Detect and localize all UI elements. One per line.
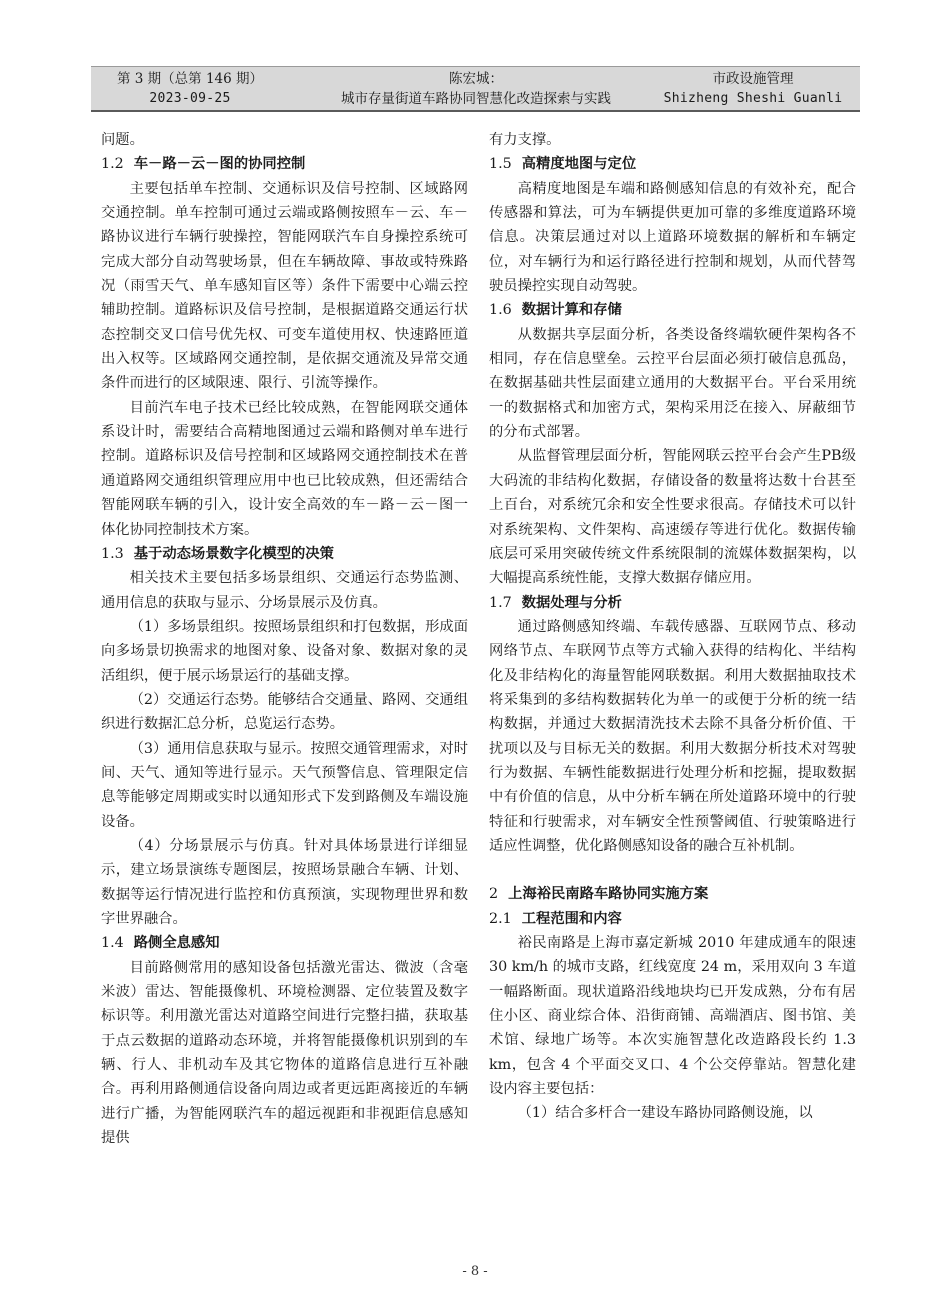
- header-article-block: [296, 69, 656, 109]
- header-journal-pinyin: Shizheng Sheshi Guanli: [663, 91, 843, 106]
- paragraph: 相关技术主要包括多场景组织、交通运行态势监测、通用信息的获取与显示、分场景展示及仿真。: [101, 570, 468, 611]
- paragraph: 目前路侧常用的感知设备包括激光雷达、微波（含毫米波）雷达、智能摄像机、环境检测器、定位装置及数字标识等。利用激光雷达对道路空间进行完整扫描，获取基于点云数据的道路动态环境，并将智能摄像机识别到的车辆、行人、非机动车及其它物体的道路信息进行互补融合。再利用路侧通信设备向周边或者更远距离接近的车辆进行广播，为智能网联汽车的超远视距和非视距信息感知提供: [101, 959, 468, 1147]
- paragraph: 裕民南路是上海市嘉定新城 2010 年建成通车的限速 30 km/h 的城市支路，红线宽度 24 m，采用双向 3 车道一幅路断面。现状道路沿线地块均已开发成熟，分布有居住小区、商业综合体、沿街商铺、高端酒店、图书馆、美术馆、绿地广场等。本次实施智慧化改造路段长约 1.3 km，包含 4 个平面交叉口、4 个公交停靠站。智慧化建设内容主要包括：: [489, 935, 856, 1098]
- section-number: 1.3: [101, 545, 124, 562]
- section-heading-1-5: [489, 152, 856, 176]
- page-number: - 8 -: [462, 1264, 488, 1279]
- header-date: 2023-09-25: [149, 91, 231, 106]
- header-issue: 第 3 期（总第 146 期）: [116, 71, 264, 87]
- section-heading-1-4: [101, 931, 468, 955]
- section-number: 1.4: [101, 935, 124, 952]
- section-title: 数据计算和存储: [521, 302, 622, 319]
- section-number: 2: [489, 886, 499, 903]
- paragraph: （1）多场景组织。按照场景组织和打包数据，形成面向多场景切换需求的地图对象、设备对象、数据对象的灵活组织，便于展示场景运行的基础支撑。: [101, 618, 468, 684]
- paragraph: 有力支撑。: [489, 132, 561, 148]
- header-journal-block: [646, 69, 860, 109]
- paragraph: （1）结合多杆合一建设车路协同路侧设施，以: [517, 1105, 813, 1122]
- section-number: 1.5: [489, 156, 512, 173]
- header-author: 陈宏城：: [449, 71, 503, 87]
- section-title: 车－路－云－图的协同控制: [133, 156, 306, 173]
- section-number: 2.1: [489, 910, 512, 927]
- section-heading-1-2: [101, 152, 468, 176]
- header-issue-block: [105, 69, 275, 109]
- section-heading-2-1: [489, 907, 856, 931]
- paragraph: 目前汽车电子技术已经比较成熟，在智能网联交通体系设计时，需要结合高精地图通过云端和路侧对单车进行控制。道路标识及信号控制和区域路网交通控制技术在普通道路网交通组织管理应用中也已比较成熟，但还需结合智能网联车辆的引入，设计安全高效的车－路－云－图一体化协同控制技术方案。: [101, 399, 468, 538]
- paragraph: 通过路侧感知终端、车载传感器、互联网节点、移动网络节点、车联网节点等方式输入获得的结构化、半结构化及非结构化的海量智能网联数据。利用大数据抽取技术将采集到的多结构数据转化为单一的或便于分析的统一结构数据，并通过大数据清洗技术去除不具备分析价值、干扰项以及与目标无关的数据。利用大数据分析技术对驾驶行为数据、车辆性能数据进行处理分析和挖掘，提取数据中有价值的信息，从中分析车辆在所处道路环境中的行驶特征和行驶需求，对车辆安全性预警阈值、行驶策略进行适应性调整，优化路侧感知设备的融合互补机制。: [489, 618, 856, 854]
- paragraph: 问题。: [101, 132, 144, 148]
- section-number: 1.6: [489, 302, 512, 319]
- section-number: 1.7: [489, 594, 512, 611]
- header-article-title: 城市存量街道车路协同智慧化改造探索与实践: [341, 91, 611, 107]
- paragraph: （2）交通运行态势。能够结合交通量、路网、交通组织进行数据汇总分析，总览运行态势。: [101, 691, 468, 733]
- section-title: 数据处理与分析: [521, 594, 622, 611]
- paragraph: 主要包括单车控制、交通标识及信号控制、区域路网交通控制。单车控制可通过云端或路侧按照车－云、车－路协议进行车辆行驶操控，智能网联汽车自身操控系统可完成大部分自动驾驶场景，但在车辆故障、事故或特殊路况（雨雪天气、单车感知盲区等）条件下需要中心端云控辅助控制。道路标识及信号控制，是根据道路交通运行状态控制交叉口信号优先权、可变车道使用权、快速路匝道出入权等。区域路网交通控制，是依据交通流及异常交通条件而进行的区域限速、限行、引流等操作。: [101, 180, 468, 392]
- running-header: [91, 66, 860, 112]
- paragraph: 从数据共享层面分析，各类设备终端软硬件架构各不相同，存在信息壁垒。云控平台层面必须打破信息孤岛，在数据基础共性层面建立通用的大数据平台。平台采用统一的数据格式和加密方式，架构采用泛在接入、屏蔽细节的分布式部署。: [489, 326, 856, 441]
- section-title: 工程范围和内容: [521, 910, 622, 927]
- right-column: [489, 128, 856, 1126]
- section-heading-1-6: [489, 298, 856, 322]
- section-title: 上海裕民南路车路协同实施方案: [508, 886, 709, 903]
- section-title: 路侧全息感知: [133, 935, 220, 952]
- header-journal-cn: 市政设施管理: [712, 71, 794, 87]
- section-title: 高精度地图与定位: [521, 156, 637, 173]
- section-heading-1-3: [101, 542, 468, 566]
- section-heading-2: [489, 882, 856, 906]
- paragraph: （4）分场景展示与仿真。针对具体场景进行详细显示，建立场景演练专题图层，按照场景融合车辆、计划、数据等运行情况进行监控和仿真预演，实现物理世界和数字世界融合。: [101, 837, 468, 927]
- section-title: 基于动态场景数字化模型的决策: [133, 545, 334, 562]
- section-heading-1-7: [489, 591, 856, 615]
- paragraph: （3）通用信息获取与显示。按照交通管理需求，对时间、天气、通知等进行显示。天气预警信息、管理限定信息等能够定周期或实时以通知形式下发到路侧及车端设施设备。: [101, 740, 468, 830]
- section-number: 1.2: [101, 156, 124, 173]
- left-column: [101, 128, 468, 1150]
- paragraph: 从监督管理层面分析，智能网联云控平台会产生PB级大码流的非结构化数据，存储设备的数量将达数十台甚至上百台，对系统冗余和安全性要求很高。存储技术可以针对系统架构、文件架构、高速缓存等进行优化。数据传输底层可采用突破传统文件系统限制的流媒体数据架构，以大幅提高系统性能，支撑大数据存储应用。: [489, 448, 856, 587]
- paragraph: 高精度地图是车端和路侧感知信息的有效补充，配合传感器和算法，可为车辆提供更加可靠的多维度道路环境信息。决策层通过对以上道路环境数据的解析和车辆定位，对车辆行为和运行路径进行控制和规划，从而代替驾驶员操控实现自动驾驶。: [489, 180, 856, 295]
